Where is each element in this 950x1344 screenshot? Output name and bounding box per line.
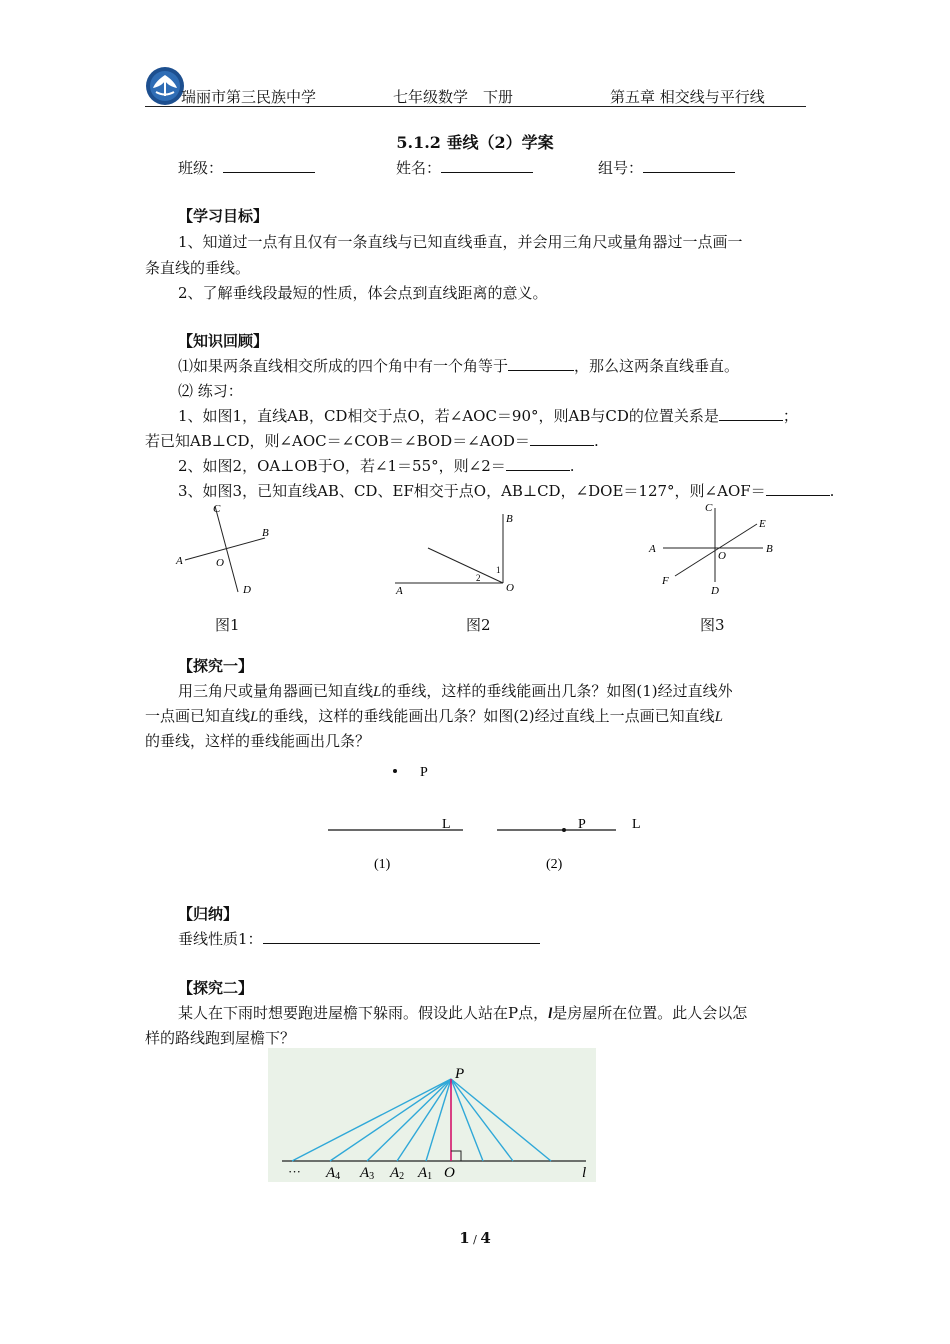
fig3-label-c: C: [705, 502, 713, 514]
exercise-1-blank2[interactable]: [530, 431, 594, 446]
explore1-L1: L: [373, 684, 382, 700]
fig1-label-c: C: [213, 503, 221, 515]
explore1-figures: [320, 760, 660, 880]
exercise-1-line1: [178, 405, 798, 426]
fig1-label-b: B: [262, 527, 269, 539]
exercise-2-period: .: [569, 457, 575, 475]
explore2-text1: 某人在下雨时想要跑进屋檐下躲雨。假设此人站在P点，: [178, 1004, 549, 1022]
exercise-1-semicolon: ；: [782, 407, 798, 425]
exercise-1-blank1[interactable]: [719, 406, 783, 421]
label-a2: A2: [390, 1165, 405, 1182]
caption-2: (2): [546, 857, 563, 872]
point-p-outside: [393, 769, 397, 773]
explore2-heading: 【探究二】: [178, 979, 254, 997]
exercise-1-period: .: [593, 432, 599, 450]
explore1-line3: 的垂线，这样的垂线能画出几条？: [145, 732, 371, 750]
label-l: l: [582, 1165, 587, 1181]
page-total: 4: [480, 1229, 491, 1247]
label-a1: A1: [418, 1165, 433, 1182]
exercise-3-period: .: [829, 482, 835, 500]
goal-2: 2、了解垂线段最短的性质，体会点到直线距离的意义。: [178, 284, 548, 302]
explore1-line1: [178, 680, 733, 701]
caption-1: (1): [374, 857, 391, 872]
explore2-text1b: 是房屋所在位置。此人会以怎: [552, 1004, 748, 1022]
summary-heading: 【归纳】: [178, 905, 239, 923]
label-a4: A4: [326, 1165, 341, 1182]
fig2-caption: 图2: [466, 616, 491, 634]
group-field: [598, 157, 735, 178]
explore1-heading: 【探究一】: [178, 657, 254, 675]
fig1-label-a: A: [176, 555, 183, 567]
review-q1-tail: ，那么这两条直线垂直。: [574, 357, 740, 375]
fig3-label-o: O: [718, 550, 726, 562]
page-separator: /: [473, 1233, 477, 1246]
header-chapter: 第五章 相交线与平行线: [610, 88, 765, 106]
name-field: [396, 157, 533, 178]
fig3-label-f: F: [662, 575, 669, 587]
school-logo: [145, 66, 185, 106]
page-title: 5.1.2 垂线（2）学案: [396, 133, 554, 152]
exercise-1-text: 1、如图1，直线AB，CD相交于点O，若∠AOC＝90°，则AB与CD的位置关系是: [178, 407, 719, 425]
page-header: [145, 66, 806, 107]
fig1-caption: 图1: [215, 616, 240, 634]
fig3-label-a: A: [649, 543, 656, 555]
exercise-3-blank[interactable]: [766, 481, 830, 496]
point-p-on-line: [562, 828, 566, 832]
explore1-line2: [145, 705, 723, 726]
exercise-3: [178, 480, 834, 501]
figure-1: [170, 500, 280, 600]
exercise-3-text: 3、如图3，已知直线AB、CD、EF相交于点O，AB⊥CD，∠DOE＝127°，则∠AOF＝: [178, 482, 766, 500]
exercise-2-blank[interactable]: [506, 456, 570, 471]
label-l-2: L: [632, 817, 641, 832]
summary-property-blank[interactable]: [263, 929, 540, 944]
explore1-text1b: 的垂线，这样的垂线能画出几条？如图(1)经过直线外: [381, 682, 733, 700]
label-o: O: [444, 1165, 455, 1181]
exercise-1-text2: 若已知AB⊥CD，则∠AOC＝∠COB＝∠BOD＝∠AOD＝: [145, 432, 530, 450]
review-q2: ⑵ 练习：: [178, 382, 243, 400]
review-q1-blank[interactable]: [508, 356, 574, 371]
label-p: P: [455, 1066, 465, 1082]
fig2-label-b: B: [506, 513, 513, 525]
figure-background: [268, 1048, 596, 1182]
exercise-2: [178, 455, 575, 476]
label-p-2: P: [578, 817, 586, 832]
explore1-L3: L: [714, 709, 723, 725]
explore2-line2: 样的路线跑到屋檐下？: [145, 1029, 296, 1047]
name-blank[interactable]: [441, 158, 533, 173]
explore2-l: l: [548, 1006, 553, 1022]
fig1-line-ab: [185, 538, 265, 560]
label-l-1: L: [442, 817, 451, 832]
figure-2: [390, 508, 530, 600]
fig2-angle-1: 1: [496, 565, 501, 575]
class-label: 班级：: [178, 159, 224, 177]
fig3-caption: 图3: [700, 616, 725, 634]
explore2-figure: [268, 1048, 596, 1182]
group-blank[interactable]: [643, 158, 735, 173]
goals-heading: 【学习目标】: [178, 207, 269, 225]
class-blank[interactable]: [223, 158, 315, 173]
fig3-label-d: D: [711, 585, 719, 597]
label-dots: ···: [288, 1164, 301, 1179]
summary-property-label: 垂线性质1：: [178, 930, 263, 948]
label-a3: A3: [360, 1165, 375, 1182]
explore1-text2b: 的垂线，这样的垂线能画出几条？如图(2)经过直线上一点画已知直线: [258, 707, 715, 725]
fig3-line-ef: [675, 524, 757, 576]
fig2-label-o: O: [506, 582, 514, 594]
group-label: 组号：: [598, 159, 644, 177]
goal-1b: 条直线的垂线。: [145, 259, 251, 277]
explore1-L2: L: [250, 709, 259, 725]
review-heading: 【知识回顾】: [178, 332, 269, 350]
label-p-1: P: [420, 765, 428, 780]
exercise-1-line2: [145, 430, 599, 451]
summary-property: [178, 928, 540, 949]
fig1-label-o: O: [216, 557, 224, 569]
explore1-text1: 用三角尺或量角器画已知直线: [178, 682, 374, 700]
goal-1a: 1、知道过一点有且仅有一条直线与已知直线垂直，并会用三角尺或量角器过一点画一: [178, 233, 743, 251]
fig3-label-b: B: [766, 543, 773, 555]
figure-3: [645, 500, 785, 600]
page-current: 1: [459, 1229, 470, 1247]
review-q1: [178, 355, 739, 376]
fig3-label-e: E: [759, 518, 766, 530]
exercise-2-text: 2、如图2，OA⊥OB于O，若∠1＝55°，则∠2＝: [178, 457, 506, 475]
page-number: [0, 1229, 950, 1247]
fig2-ray: [428, 548, 503, 583]
explore1-text2: 一点画已知直线: [145, 707, 251, 725]
fig1-label-d: D: [243, 584, 251, 596]
fig2-angle-2: 2: [476, 573, 481, 583]
header-school: 瑞丽市第三民族中学: [181, 88, 317, 106]
review-q1-text: ⑴如果两条直线相交所成的四个角中有一个角等于: [178, 357, 509, 375]
class-field: [178, 157, 315, 178]
header-grade: 七年级数学 下册: [393, 88, 514, 106]
name-label: 姓名：: [396, 159, 442, 177]
explore2-line1: [178, 1002, 747, 1023]
fig2-label-a: A: [396, 585, 403, 597]
